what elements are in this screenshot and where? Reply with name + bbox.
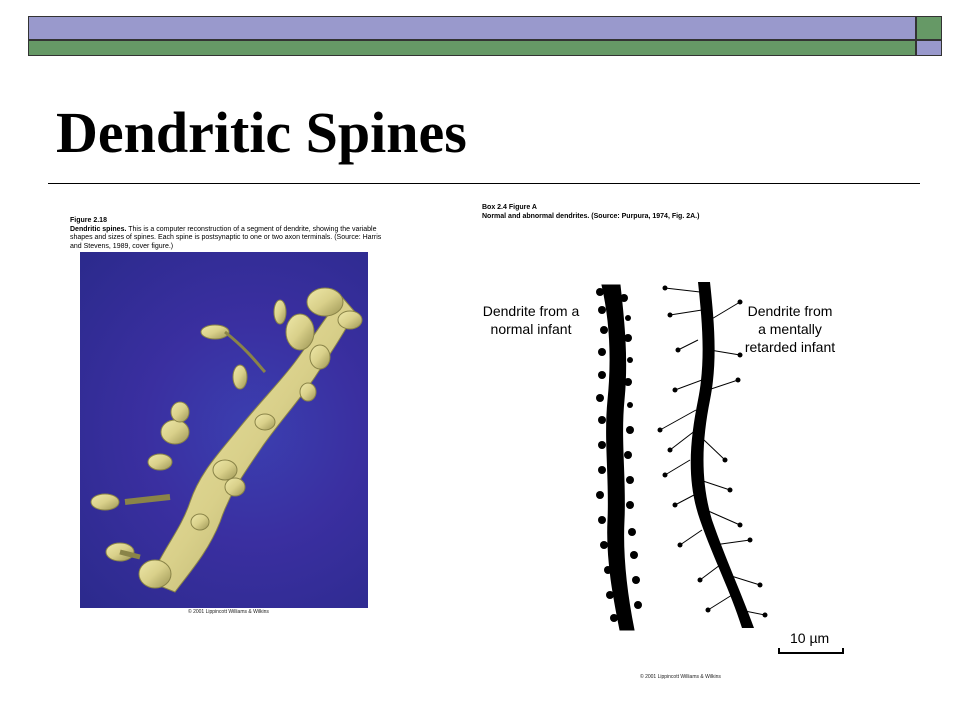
right-figure-caption — [482, 204, 782, 221]
dendrite-drawings — [590, 280, 780, 635]
scale-bar-label: 10 µm — [790, 630, 830, 646]
normal-dendrite — [596, 285, 642, 630]
scale-bar — [778, 648, 844, 654]
left-figure-caption-bold: Dendritic spines. — [70, 225, 127, 233]
normal-label-line-2: normal infant — [490, 321, 572, 337]
right-figure-label: Box 2.4 Figure A — [482, 204, 537, 211]
normal-dendrite-label — [476, 302, 586, 338]
header-square-bottom — [916, 40, 942, 56]
title-divider — [48, 183, 920, 184]
header-bar-top — [28, 16, 916, 40]
abnormal-dendrite — [658, 282, 768, 628]
left-figure-copyright: © 2001 Lippincott Williams & Wilkins — [188, 609, 269, 615]
left-figure-caption-text — [70, 226, 381, 250]
left-figure-caption-body: This is a computer reconstruction of a segment of dendrite, showing the variable shapes and sizes of spines. Each spine is postsynaptic to one or two axon terminals. (Source: Harris and Stevens, 1989, cover figure.) — [70, 225, 382, 250]
slide-title: Dendritic Spines — [56, 100, 467, 165]
right-figure-copyright: © 2001 Lippincott Williams & Wilkins — [640, 674, 721, 680]
dendrite-reconstruction-svg — [80, 252, 368, 608]
left-figure-label: Figure 2.18 — [70, 217, 107, 224]
header-square-top — [916, 16, 942, 40]
right-figure-caption-text: Normal and abnormal dendrites. (Source: Purpura, 1974, Fig. 2A.) — [482, 212, 700, 220]
left-figure-caption — [70, 217, 390, 251]
normal-label-line-1: Dendrite from a — [482, 303, 580, 319]
retarded-label-line-2: a mentally — [758, 321, 822, 337]
dendrite-reconstruction-image — [80, 252, 368, 608]
retarded-label-line-3: retarded infant — [744, 339, 836, 355]
retarded-label-line-1: Dendrite from — [747, 303, 833, 319]
header-bar-bottom — [28, 40, 916, 56]
